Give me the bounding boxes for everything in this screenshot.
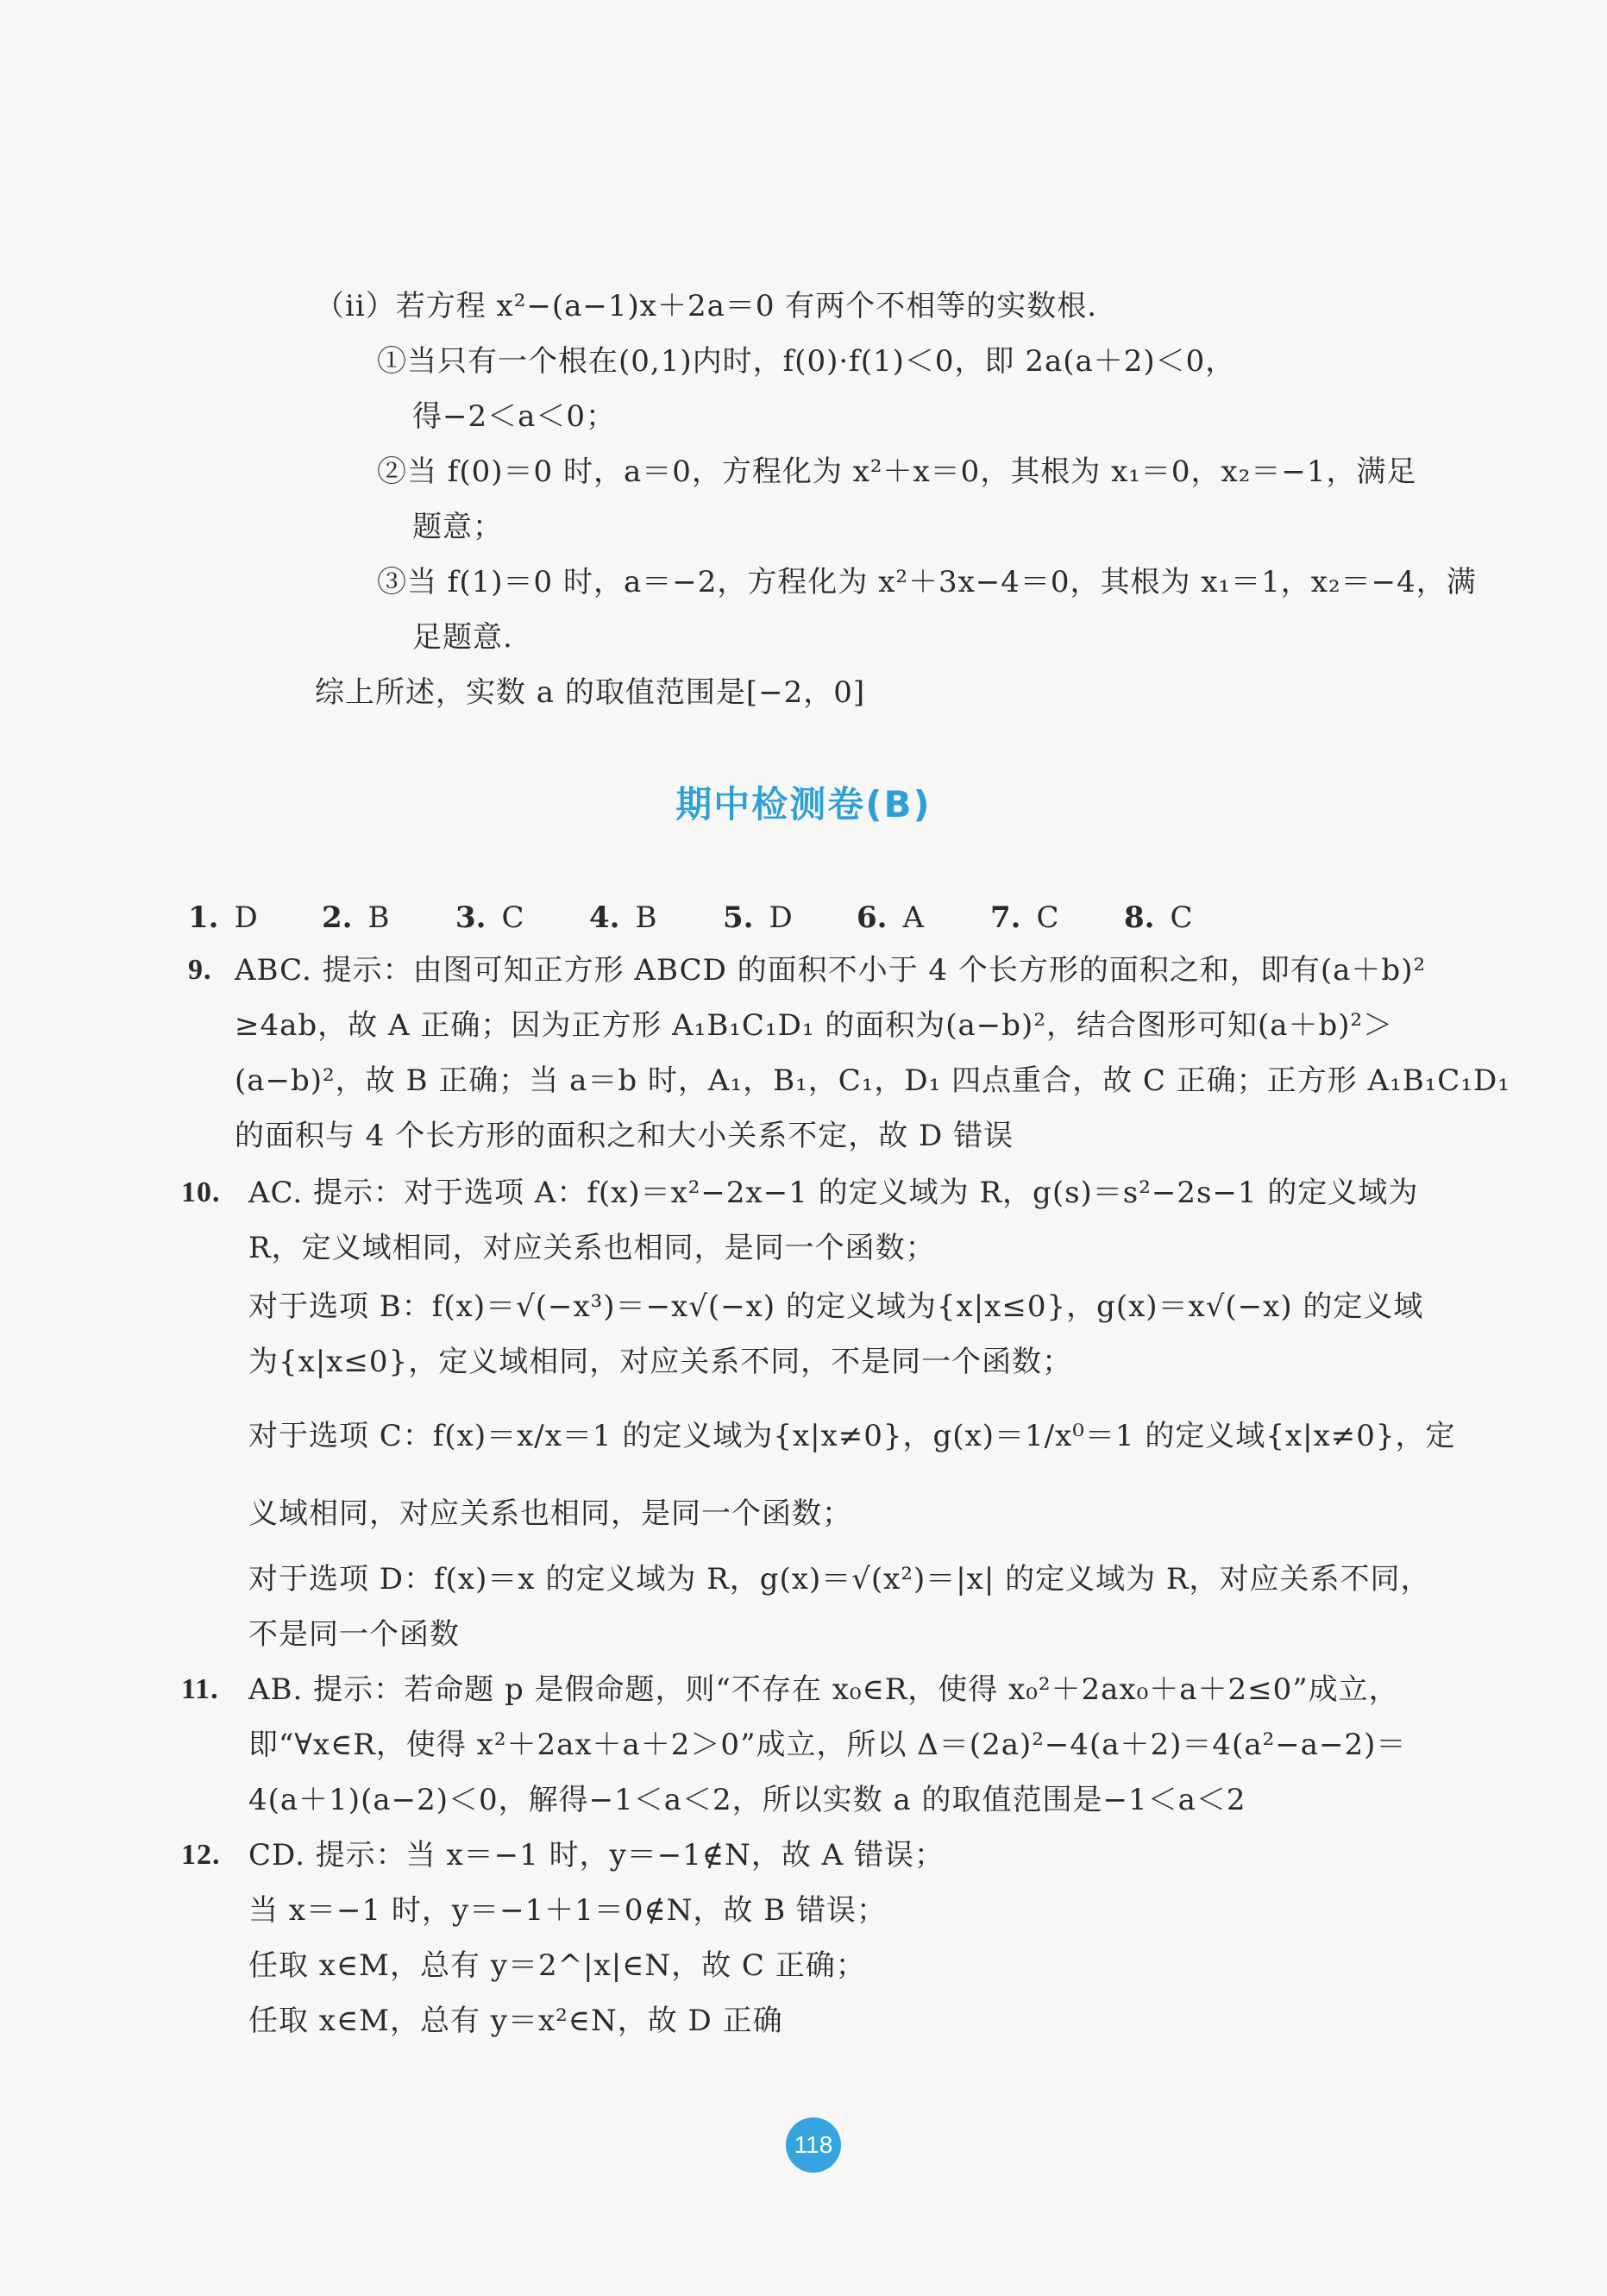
section-heading: 期中检测卷(B) [675, 783, 932, 825]
q11-line3: 4(a＋1)(a−2)＜0，解得−1＜a＜2，所以实数 a 的取值范围是−1＜a＜2 [248, 1783, 1246, 1817]
ii-intro: （ii）若方程 x²−(a−1)x＋2a＝0 有两个不相等的实数根. [315, 289, 1098, 323]
q10-line5: 对于选项 C：f(x)＝x/x＝1 的定义域为{x|x≠0}，g(x)＝1/x⁰＝1 的定义域{x|x≠0}，定 [248, 1419, 1456, 1453]
answer-1: 1. D [188, 900, 258, 935]
answer-4: 4. B [589, 900, 657, 935]
q10-line4: 为{x|x≤0}，定义域相同，对应关系不同，不是同一个函数； [248, 1345, 1073, 1379]
q10-line6: 义域相同，对应关系也相同，是同一个函数； [248, 1496, 852, 1531]
page-number: 118 [786, 2117, 841, 2173]
q11-line2: 即“∀x∈R，使得 x²＋2ax＋a＋2＞0”成立，所以 Δ＝(2a)²−4(a＋2)＝4(a²−a−2)＝ [248, 1728, 1407, 1762]
answers-row [188, 899, 1258, 937]
q10-line3: 对于选项 B：f(x)＝√(−x³)＝−x√(−x) 的定义域为{x|x≤0}，g(x)＝x√(−x) 的定义域 [248, 1289, 1424, 1324]
case2-line1: ②当 f(0)＝0 时，a＝0，方程化为 x²＋x＝0，其根为 x₁＝0，x₂＝−1，满足 [377, 455, 1417, 489]
answer-2: 2. B [322, 900, 390, 935]
case1-line2: 得−2＜a＜0； [412, 399, 617, 434]
q9-line4: 的面积与 4 个长方形的面积之和大小关系不定，故 D 错误 [235, 1119, 1014, 1153]
answer-5: 5. D [723, 900, 793, 935]
q12-line1: CD. 提示：当 x＝−1 时，y＝−1∉N，故 A 错误； [248, 1838, 945, 1873]
q10-line7: 对于选项 D：f(x)＝x 的定义域为 R，g(x)＝√(x²)＝|x| 的定义域为 R，对应关系不同， [248, 1562, 1431, 1597]
case2-line2: 题意； [412, 510, 503, 544]
conclusion: 综上所述，实数 a 的取值范围是[−2，0] [315, 675, 866, 710]
q9-line1: ABC. 提示：由图可知正方形 ABCD 的面积不小于 4 个长方形的面积之和，即有(a＋b)² [235, 953, 1427, 988]
case3-line1: ③当 f(1)＝0 时，a＝−2，方程化为 x²＋3x−4＝0，其根为 x₁＝1，x₂＝−4，满 [377, 565, 1477, 599]
case3-line2: 足题意. [412, 620, 513, 655]
case1-line1: ①当只有一个根在(0,1)内时，f(0)·f(1)＜0，即 2a(a＋2)＜0， [377, 344, 1236, 379]
q9-line3: (a−b)²，故 B 正确；当 a＝b 时，A₁，B₁，C₁，D₁ 四点重合，故 C 正确；正方形 A₁B₁C₁D₁ [235, 1063, 1510, 1098]
q9-line2: ≥4ab，故 A 正确；因为正方形 A₁B₁C₁D₁ 的面积为(a−b)²，结合图形可知(a＋b)²＞ [235, 1008, 1394, 1043]
q9-number: 9. [188, 954, 212, 986]
q10-number: 10. [181, 1176, 221, 1208]
q10-line8: 不是同一个函数 [248, 1617, 460, 1652]
q11-number: 11. [181, 1673, 219, 1705]
q12-line3: 任取 x∈M，总有 y＝2^|x|∈N，故 C 正确； [248, 1948, 866, 1983]
q10-line1: AC. 提示：对于选项 A：f(x)＝x²−2x−1 的定义域为 R，g(s)＝s²−2s−1 的定义域为 [248, 1176, 1419, 1210]
q10-line2: R，定义域相同，对应关系也相同，是同一个函数； [248, 1231, 936, 1265]
q12-line4: 任取 x∈M，总有 y＝x²∈N，故 D 正确 [248, 2004, 783, 2038]
answer-8: 8. C [1124, 900, 1193, 935]
q12-line2: 当 x＝−1 时，y＝−1＋1＝0∉N，故 B 错误； [248, 1893, 888, 1928]
answer-7: 7. C [990, 900, 1059, 935]
answer-3: 3. C [455, 900, 524, 935]
answer-6: 6. A [857, 900, 925, 935]
q12-number: 12. [181, 1839, 221, 1871]
q11-line1: AB. 提示：若命题 p 是假命题，则“不存在 x₀∈R，使得 x₀²＋2ax₀＋a＋2≤0”成立， [248, 1672, 1399, 1707]
